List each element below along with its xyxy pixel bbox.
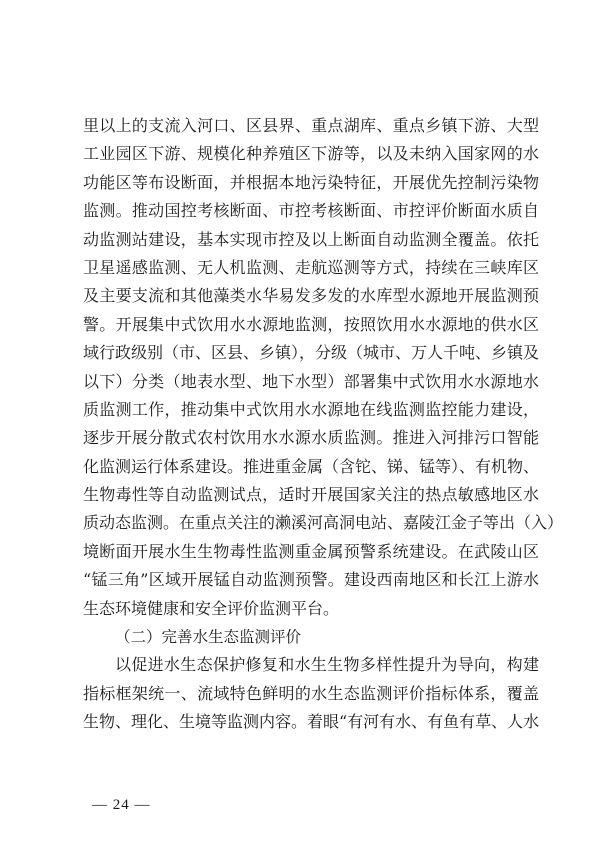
text-line: 警。开展集中式饮用水水源地监测，按照饮用水水源地的供水区	[83, 314, 539, 334]
text-line: 化监测运行体系建设。推进重金属（含铊、锑、锰等）、有机物、	[83, 456, 540, 476]
text-line: 境断面开展水生生物毒性监测重金属预警系统建设。在武陵山区	[83, 541, 539, 561]
section-heading: （二）完善水生态监测评价	[115, 628, 302, 647]
text-line: 域行政级别（市、区县、乡镇），分级（城市、万人千吨、乡镇及	[83, 343, 540, 363]
text-line: 逐步开展分散式农村饮用水水源水质监测。推进入河排污口智能	[83, 428, 539, 448]
text-line: “锰三角”区域开展锰自动监测预警。建设西南地区和长江上游水	[83, 570, 539, 590]
text-line: 生物毒性等自动监测试点，适时开展国家关注的热点敏感地区水	[83, 485, 539, 505]
text-line: 动监测站建设，基本实现市控及以上断面自动监测全覆盖。依托	[83, 229, 539, 249]
text-line: 里以上的支流入河口、区县界、重点湖库、重点乡镇下游、大型	[83, 116, 539, 135]
text-line: 及主要支流和其他藻类水华易发多发的水库型水源地开展监测预	[83, 286, 539, 306]
text-line: 质监测工作，推动集中式饮用水水源地在线监测监控能力建设，	[83, 399, 539, 419]
text-line: 卫星遥感监测、无人机监测、走航巡测等方式，持续在三峡库区	[83, 257, 539, 277]
body-text	[83, 112, 564, 737]
text-line: 以下）分类（地表水型、地下水型）部署集中式饮用水水源地水	[83, 371, 539, 391]
text-line: 质动态监测。在重点关注的濑溪河高洞电站、嘉陵江金子等出（入）	[83, 513, 564, 533]
text-line: 以促进水生态保护修复和水生生物多样性提升为导向，构建	[115, 655, 539, 675]
text-line: 工业园区下游、规模化种养殖区下游等，以及未纳入国家网的水	[83, 144, 539, 164]
page-number: — 24 —	[92, 797, 151, 813]
text-line: 指标框架统一、流域特色鲜明的水生态监测评价指标体系，覆盖	[83, 683, 539, 703]
text-line: 监测。推动国控考核断面、市控考核断面、市控评价断面水质自	[83, 201, 539, 221]
text-line: 生物、理化、生境等监测内容。着眼“有河有水、有鱼有草、人水	[83, 712, 540, 732]
text-line: 功能区等布设断面，并根据本地污染特征，开展优先控制污染物	[83, 172, 539, 192]
text-line: 生态环境健康和安全评价监测平台。	[83, 598, 340, 618]
